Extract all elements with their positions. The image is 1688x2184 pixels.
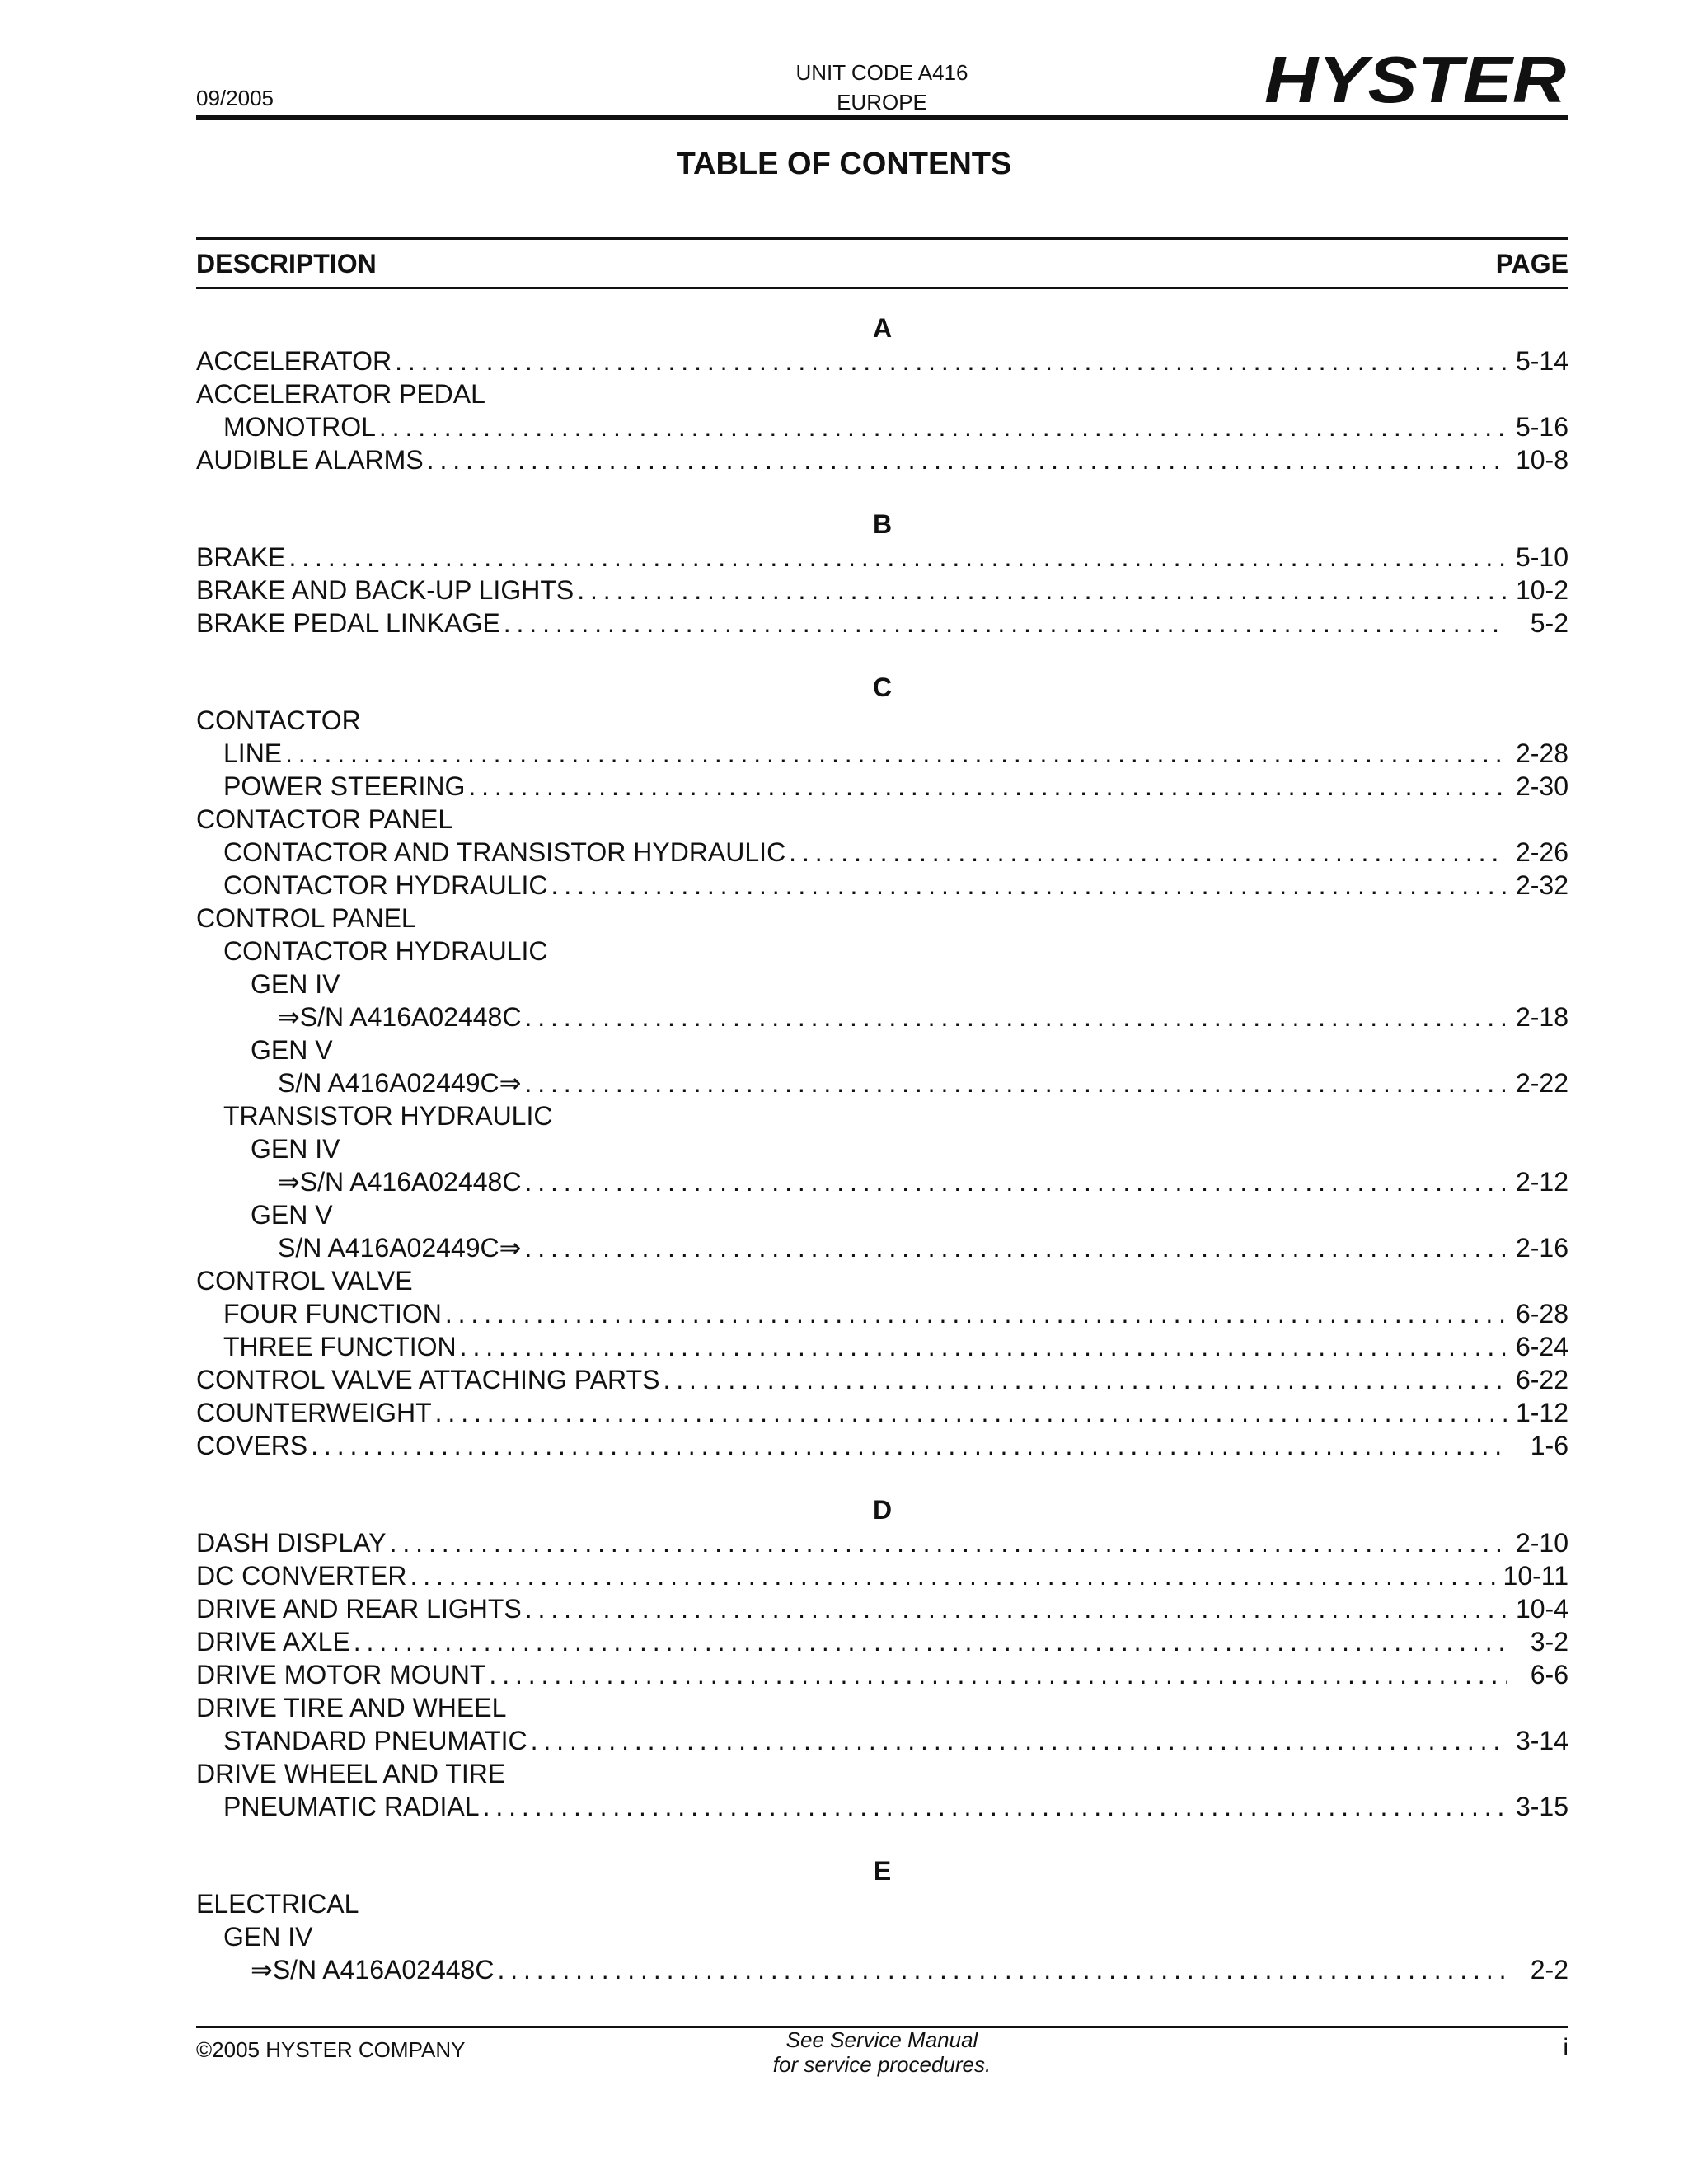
column-header-rule-top — [196, 237, 1568, 240]
dot-leader — [577, 574, 1507, 607]
toc-entry-label: GEN V — [251, 1035, 333, 1065]
hyster-logo — [1262, 46, 1568, 112]
toc-entry-label: COVERS — [196, 1431, 308, 1460]
toc-entry-page: 10-11 — [1503, 1561, 1568, 1591]
toc-entry-label: S/N A416A02449C⇒ — [278, 1233, 522, 1263]
toc-entry-label: DRIVE TIRE AND WHEEL — [196, 1693, 507, 1722]
toc-entry-label: CONTACTOR HYDRAULIC — [223, 870, 548, 900]
dot-leader — [395, 344, 1507, 377]
section-spacer — [196, 1823, 1568, 1854]
toc-entry-page: 3-2 — [1530, 1627, 1568, 1657]
toc-entry[interactable] — [196, 1396, 1568, 1429]
toc-entry[interactable] — [196, 803, 1568, 836]
dot-leader — [489, 1658, 1507, 1691]
toc-entry[interactable] — [196, 869, 1568, 902]
toc-entry-page: 10-4 — [1515, 1594, 1568, 1624]
toc-entry[interactable] — [196, 968, 1568, 1001]
dot-leader — [531, 1724, 1507, 1757]
toc-entry-page: 2-18 — [1515, 1002, 1568, 1032]
toc-entry-label: GEN IV — [223, 1922, 313, 1952]
dot-leader — [497, 1953, 1507, 1986]
region: EUROPE — [837, 90, 927, 115]
header-unit-info — [742, 58, 1022, 117]
toc-entry-label: STANDARD PNEUMATIC — [223, 1726, 528, 1755]
dot-leader — [285, 737, 1507, 770]
toc-entry[interactable] — [196, 1297, 1568, 1330]
toc-entry[interactable] — [196, 935, 1568, 968]
dot-leader — [483, 1790, 1507, 1823]
toc-entry[interactable] — [196, 1625, 1568, 1658]
toc-entry-page: 5-14 — [1515, 346, 1568, 376]
section-letter: E — [873, 1856, 892, 1886]
toc-entry-label: THREE FUNCTION — [223, 1332, 457, 1361]
toc-entry-label: AUDIBLE ALARMS — [196, 445, 424, 475]
dot-leader — [435, 1396, 1507, 1429]
toc-entry-page: 1-12 — [1515, 1398, 1568, 1427]
toc-entry-label: CONTACTOR — [196, 705, 361, 735]
toc-entry[interactable] — [196, 1691, 1568, 1724]
section-spacer — [196, 640, 1568, 671]
toc-entry-page: 2-22 — [1515, 1068, 1568, 1098]
footer-copyright: ©2005 HYSTER COMPANY — [196, 2037, 466, 2062]
toc-entry[interactable] — [196, 1264, 1568, 1297]
page-title: TABLE OF CONTENTS — [676, 147, 1012, 181]
toc-entry-label: TRANSISTOR HYDRAULIC — [223, 1101, 553, 1131]
toc-entry[interactable] — [196, 902, 1568, 935]
toc-entry-label: BRAKE AND BACK-UP LIGHTS — [196, 575, 574, 605]
header-rule — [196, 115, 1568, 120]
toc-entry[interactable] — [196, 1363, 1568, 1396]
toc-entry-page: 3-15 — [1515, 1792, 1568, 1821]
toc-entry[interactable] — [196, 1559, 1568, 1592]
toc-entry-page: 3-14 — [1515, 1726, 1568, 1755]
svg-text:HYSTER: HYSTER — [1264, 46, 1567, 112]
toc-entry[interactable] — [196, 1066, 1568, 1099]
dot-leader — [354, 1625, 1507, 1658]
footer-note-line2: for service procedures. — [772, 2052, 992, 2077]
toc-entry-page: 2-30 — [1515, 771, 1568, 801]
toc-entry[interactable] — [196, 1429, 1568, 1462]
toc-entry[interactable] — [196, 1165, 1568, 1198]
toc-entry[interactable] — [196, 1592, 1568, 1625]
toc-entry-page: 2-12 — [1515, 1167, 1568, 1197]
toc-entry[interactable] — [196, 770, 1568, 803]
dot-leader — [524, 1066, 1507, 1099]
dot-leader — [524, 1001, 1507, 1033]
toc-entry[interactable] — [196, 1132, 1568, 1165]
toc-entry[interactable] — [196, 443, 1568, 476]
toc-list — [196, 312, 1568, 1986]
toc-entry-label: BRAKE PEDAL LINKAGE — [196, 608, 500, 638]
toc-entry-label: CONTACTOR PANEL — [196, 804, 453, 834]
toc-entry-label: CONTACTOR HYDRAULIC — [223, 936, 548, 966]
toc-entry-label: ELECTRICAL — [196, 1889, 359, 1919]
dot-leader — [551, 869, 1507, 902]
section-letter: A — [872, 313, 893, 343]
toc-entry[interactable] — [196, 1001, 1568, 1033]
toc-entry-label: PNEUMATIC RADIAL — [223, 1792, 480, 1821]
toc-entry-label: CONTROL VALVE ATTACHING PARTS — [196, 1365, 660, 1394]
toc-entry[interactable] — [196, 1033, 1568, 1066]
toc-entry-page: 6-22 — [1515, 1365, 1568, 1394]
dot-leader — [460, 1330, 1507, 1363]
toc-entry[interactable] — [196, 344, 1568, 377]
toc-entry-label: GEN V — [251, 1200, 333, 1230]
toc-entry-page: 6-24 — [1515, 1332, 1568, 1361]
toc-entry[interactable] — [196, 1231, 1568, 1264]
toc-entry[interactable] — [196, 410, 1568, 443]
toc-entry[interactable] — [196, 1658, 1568, 1691]
toc-entry-label: CONTACTOR AND TRANSISTOR HYDRAULIC — [223, 837, 786, 867]
column-header-description: DESCRIPTION — [196, 249, 377, 279]
toc-entry[interactable] — [196, 704, 1568, 737]
toc-entry[interactable] — [196, 1099, 1568, 1132]
toc-entry[interactable] — [196, 574, 1568, 607]
column-header-page: PAGE — [1495, 249, 1568, 279]
toc-entry-label: ⇒S/N A416A02448C — [278, 1167, 522, 1197]
toc-entry[interactable] — [196, 1887, 1568, 1920]
footer-note-line1: See Service Manual — [785, 2027, 978, 2052]
dot-leader — [525, 1592, 1507, 1625]
dot-leader — [390, 1526, 1507, 1559]
toc-entry[interactable] — [196, 377, 1568, 410]
toc-entry-label: POWER STEERING — [223, 771, 466, 801]
toc-entry-label: ⇒S/N A416A02448C — [251, 1955, 495, 1985]
toc-entry[interactable] — [196, 1330, 1568, 1363]
toc-entry[interactable] — [196, 1953, 1568, 1986]
toc-entry-label: ACCELERATOR PEDAL — [196, 379, 485, 409]
toc-entry[interactable] — [196, 1920, 1568, 1953]
toc-entry-page: 2-2 — [1530, 1955, 1568, 1985]
dot-leader — [311, 1429, 1507, 1462]
dot-leader — [504, 607, 1507, 640]
dot-leader — [427, 443, 1507, 476]
toc-entry-label: DC CONVERTER — [196, 1561, 407, 1591]
toc-entry-page: 5-10 — [1515, 542, 1568, 572]
toc-entry-label: ACCELERATOR — [196, 346, 392, 376]
toc-entry-page: 10-8 — [1515, 445, 1568, 475]
section-letter: B — [872, 509, 893, 539]
toc-entry-label: LINE — [223, 738, 283, 768]
toc-entry-page: 6-28 — [1515, 1299, 1568, 1329]
toc-entry[interactable] — [196, 836, 1568, 869]
toc-entry-label: CONTROL PANEL — [196, 903, 416, 933]
toc-entry-page: 1-6 — [1530, 1431, 1568, 1460]
toc-entry[interactable] — [196, 1724, 1568, 1757]
toc-entry-page: 2-10 — [1515, 1528, 1568, 1558]
toc-entry-page: 6-6 — [1530, 1660, 1568, 1690]
toc-entry-label: DRIVE AXLE — [196, 1627, 350, 1657]
dot-leader — [789, 836, 1507, 869]
toc-entry[interactable] — [196, 607, 1568, 640]
toc-entry-label: DRIVE AND REAR LIGHTS — [196, 1594, 522, 1624]
section-spacer — [196, 476, 1568, 508]
toc-entry-label: BRAKE — [196, 542, 286, 572]
dot-leader — [379, 410, 1507, 443]
toc-entry[interactable] — [196, 737, 1568, 770]
toc-entry-page: 5-2 — [1530, 608, 1568, 638]
section-spacer — [196, 1462, 1568, 1493]
dot-leader — [445, 1297, 1507, 1330]
dot-leader — [410, 1559, 1499, 1592]
column-header-rule-bottom — [196, 287, 1568, 289]
footer-note — [725, 2027, 1039, 2077]
toc-entry-label: FOUR FUNCTION — [223, 1299, 442, 1329]
toc-entry-page: 2-16 — [1515, 1233, 1568, 1263]
dot-leader — [663, 1363, 1507, 1396]
section-letter: D — [872, 1495, 893, 1525]
dot-leader — [524, 1165, 1507, 1198]
toc-entry-page: 5-16 — [1515, 412, 1568, 442]
toc-entry[interactable] — [196, 1757, 1568, 1790]
toc-entry-label: MONOTROL — [223, 412, 376, 442]
header-date: 09/2005 — [196, 86, 274, 110]
toc-entry-label: COUNTERWEIGHT — [196, 1398, 432, 1427]
toc-entry-label: DASH DISPLAY — [196, 1528, 387, 1558]
toc-entry-page: 2-28 — [1515, 738, 1568, 768]
toc-entry-label: DRIVE WHEEL AND TIRE — [196, 1759, 506, 1788]
section-letter: C — [872, 673, 893, 702]
toc-entry-page: 2-32 — [1515, 870, 1568, 900]
toc-entry-label: ⇒S/N A416A02448C — [278, 1002, 522, 1032]
dot-leader — [468, 770, 1507, 803]
dot-leader — [524, 1231, 1507, 1264]
toc-entry[interactable] — [196, 1526, 1568, 1559]
toc-entry-label: GEN IV — [251, 1134, 340, 1164]
toc-entry-label: CONTROL VALVE — [196, 1266, 413, 1296]
dot-leader — [288, 541, 1507, 574]
toc-entry[interactable] — [196, 541, 1568, 574]
toc-entry-label: DRIVE MOTOR MOUNT — [196, 1660, 486, 1690]
toc-entry-page: 2-26 — [1515, 837, 1568, 867]
toc-entry-label: GEN IV — [251, 969, 340, 999]
toc-entry[interactable] — [196, 1198, 1568, 1231]
toc-entry-page: 10-2 — [1515, 575, 1568, 605]
toc-entry[interactable] — [196, 1790, 1568, 1823]
toc-entry-label: S/N A416A02449C⇒ — [278, 1068, 522, 1098]
unit-code: UNIT CODE A416 — [795, 60, 968, 85]
footer-page-number: i — [1563, 2034, 1568, 2061]
